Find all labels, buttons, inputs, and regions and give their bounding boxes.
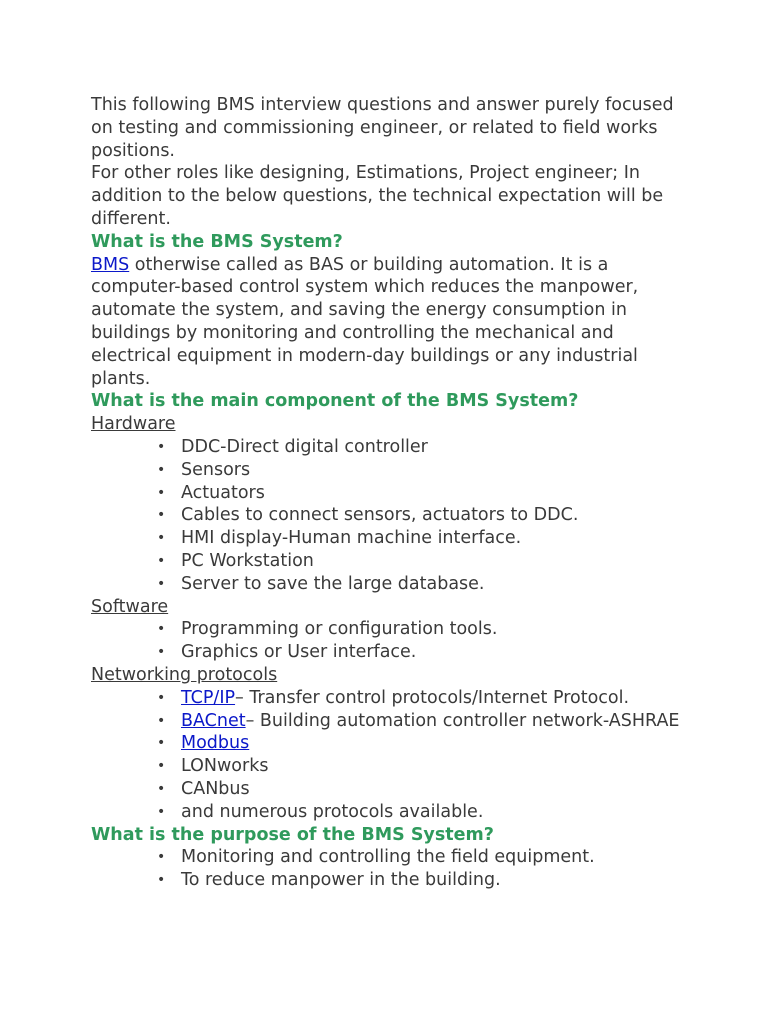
bms-link[interactable]: BMS	[91, 254, 130, 275]
answer-paragraph-1	[91, 254, 691, 391]
list-item: • Graphics or User interface.	[157, 642, 417, 663]
answer-text: otherwise called as BAS or building automation. It is a computer-based control system which reduces the manpower, automate the system, and saving the energy consumption in buildings by monitoring and controlling the mechanical and electrical equipment in modern-day buildings or any industrial plants.	[91, 254, 639, 389]
tcp-ip-link[interactable]: TCP/IP	[181, 687, 236, 708]
bullet-icon: •	[157, 712, 166, 729]
list-item: • BACnet– Building automation controller network-ASHRAE	[157, 710, 680, 731]
list-item: • LONworks	[157, 756, 269, 777]
document-page	[91, 94, 691, 892]
bullet-icon: •	[157, 735, 166, 752]
software-list	[91, 618, 691, 664]
bacnet-link[interactable]: BACnet	[181, 710, 246, 731]
intro-paragraph-2: For other roles like designing, Estimations, Project engineer; In addition to the below questions, the technical expectation will be different.	[91, 163, 664, 229]
bullet-icon: •	[157, 461, 166, 478]
question-heading-3: What is the purpose of the BMS System?	[91, 824, 494, 845]
networking-heading: Networking protocols	[91, 664, 278, 685]
bullet-icon: •	[157, 689, 166, 706]
bullet-icon: •	[157, 552, 166, 569]
list-item: • Programming or configuration tools.	[157, 619, 498, 640]
bullet-icon: •	[157, 507, 166, 524]
list-item: • Monitoring and controlling the field equipment.	[157, 847, 595, 868]
list-item: • CANbus	[157, 778, 250, 799]
bullet-icon: •	[157, 484, 166, 501]
modbus-link[interactable]: Modbus	[181, 733, 250, 754]
list-item: • DDC-Direct digital controller	[157, 436, 428, 457]
list-item: • TCP/IP– Transfer control protocols/Internet Protocol.	[157, 687, 630, 708]
bullet-icon: •	[157, 621, 166, 638]
list-item	[91, 732, 691, 755]
bullet-icon: •	[157, 438, 166, 455]
bullet-icon: •	[157, 872, 166, 889]
question-heading-1: What is the BMS System?	[91, 231, 343, 252]
intro-paragraph-1: This following BMS interview questions and answer purely focused on testing and commissioning engineer, or related to field works positions.	[91, 95, 674, 161]
list-item: • Sensors	[157, 459, 251, 480]
list-item: • Actuators	[157, 482, 265, 503]
list-item: • Cables to connect sensors, actuators to DDC.	[157, 505, 579, 526]
list-item: • and numerous protocols available.	[157, 801, 484, 822]
purpose-list	[91, 846, 691, 892]
list-item: • HMI display-Human machine interface.	[157, 528, 522, 549]
bullet-icon: •	[157, 575, 166, 592]
bullet-icon: •	[157, 849, 166, 866]
bullet-icon: •	[157, 530, 166, 547]
list-item: • Server to save the large database.	[157, 573, 485, 594]
software-heading: Software	[91, 596, 169, 617]
hardware-list	[91, 436, 691, 596]
bullet-icon: •	[157, 780, 166, 797]
bullet-icon: •	[157, 758, 166, 775]
bullet-icon: •	[157, 803, 166, 820]
list-item: • To reduce manpower in the building.	[157, 870, 501, 891]
list-item: • PC Workstation	[157, 550, 314, 571]
bullet-icon: •	[157, 644, 166, 661]
question-heading-2: What is the main component of the BMS System?	[91, 391, 579, 412]
hardware-heading: Hardware	[91, 414, 176, 435]
networking-list	[91, 687, 691, 824]
